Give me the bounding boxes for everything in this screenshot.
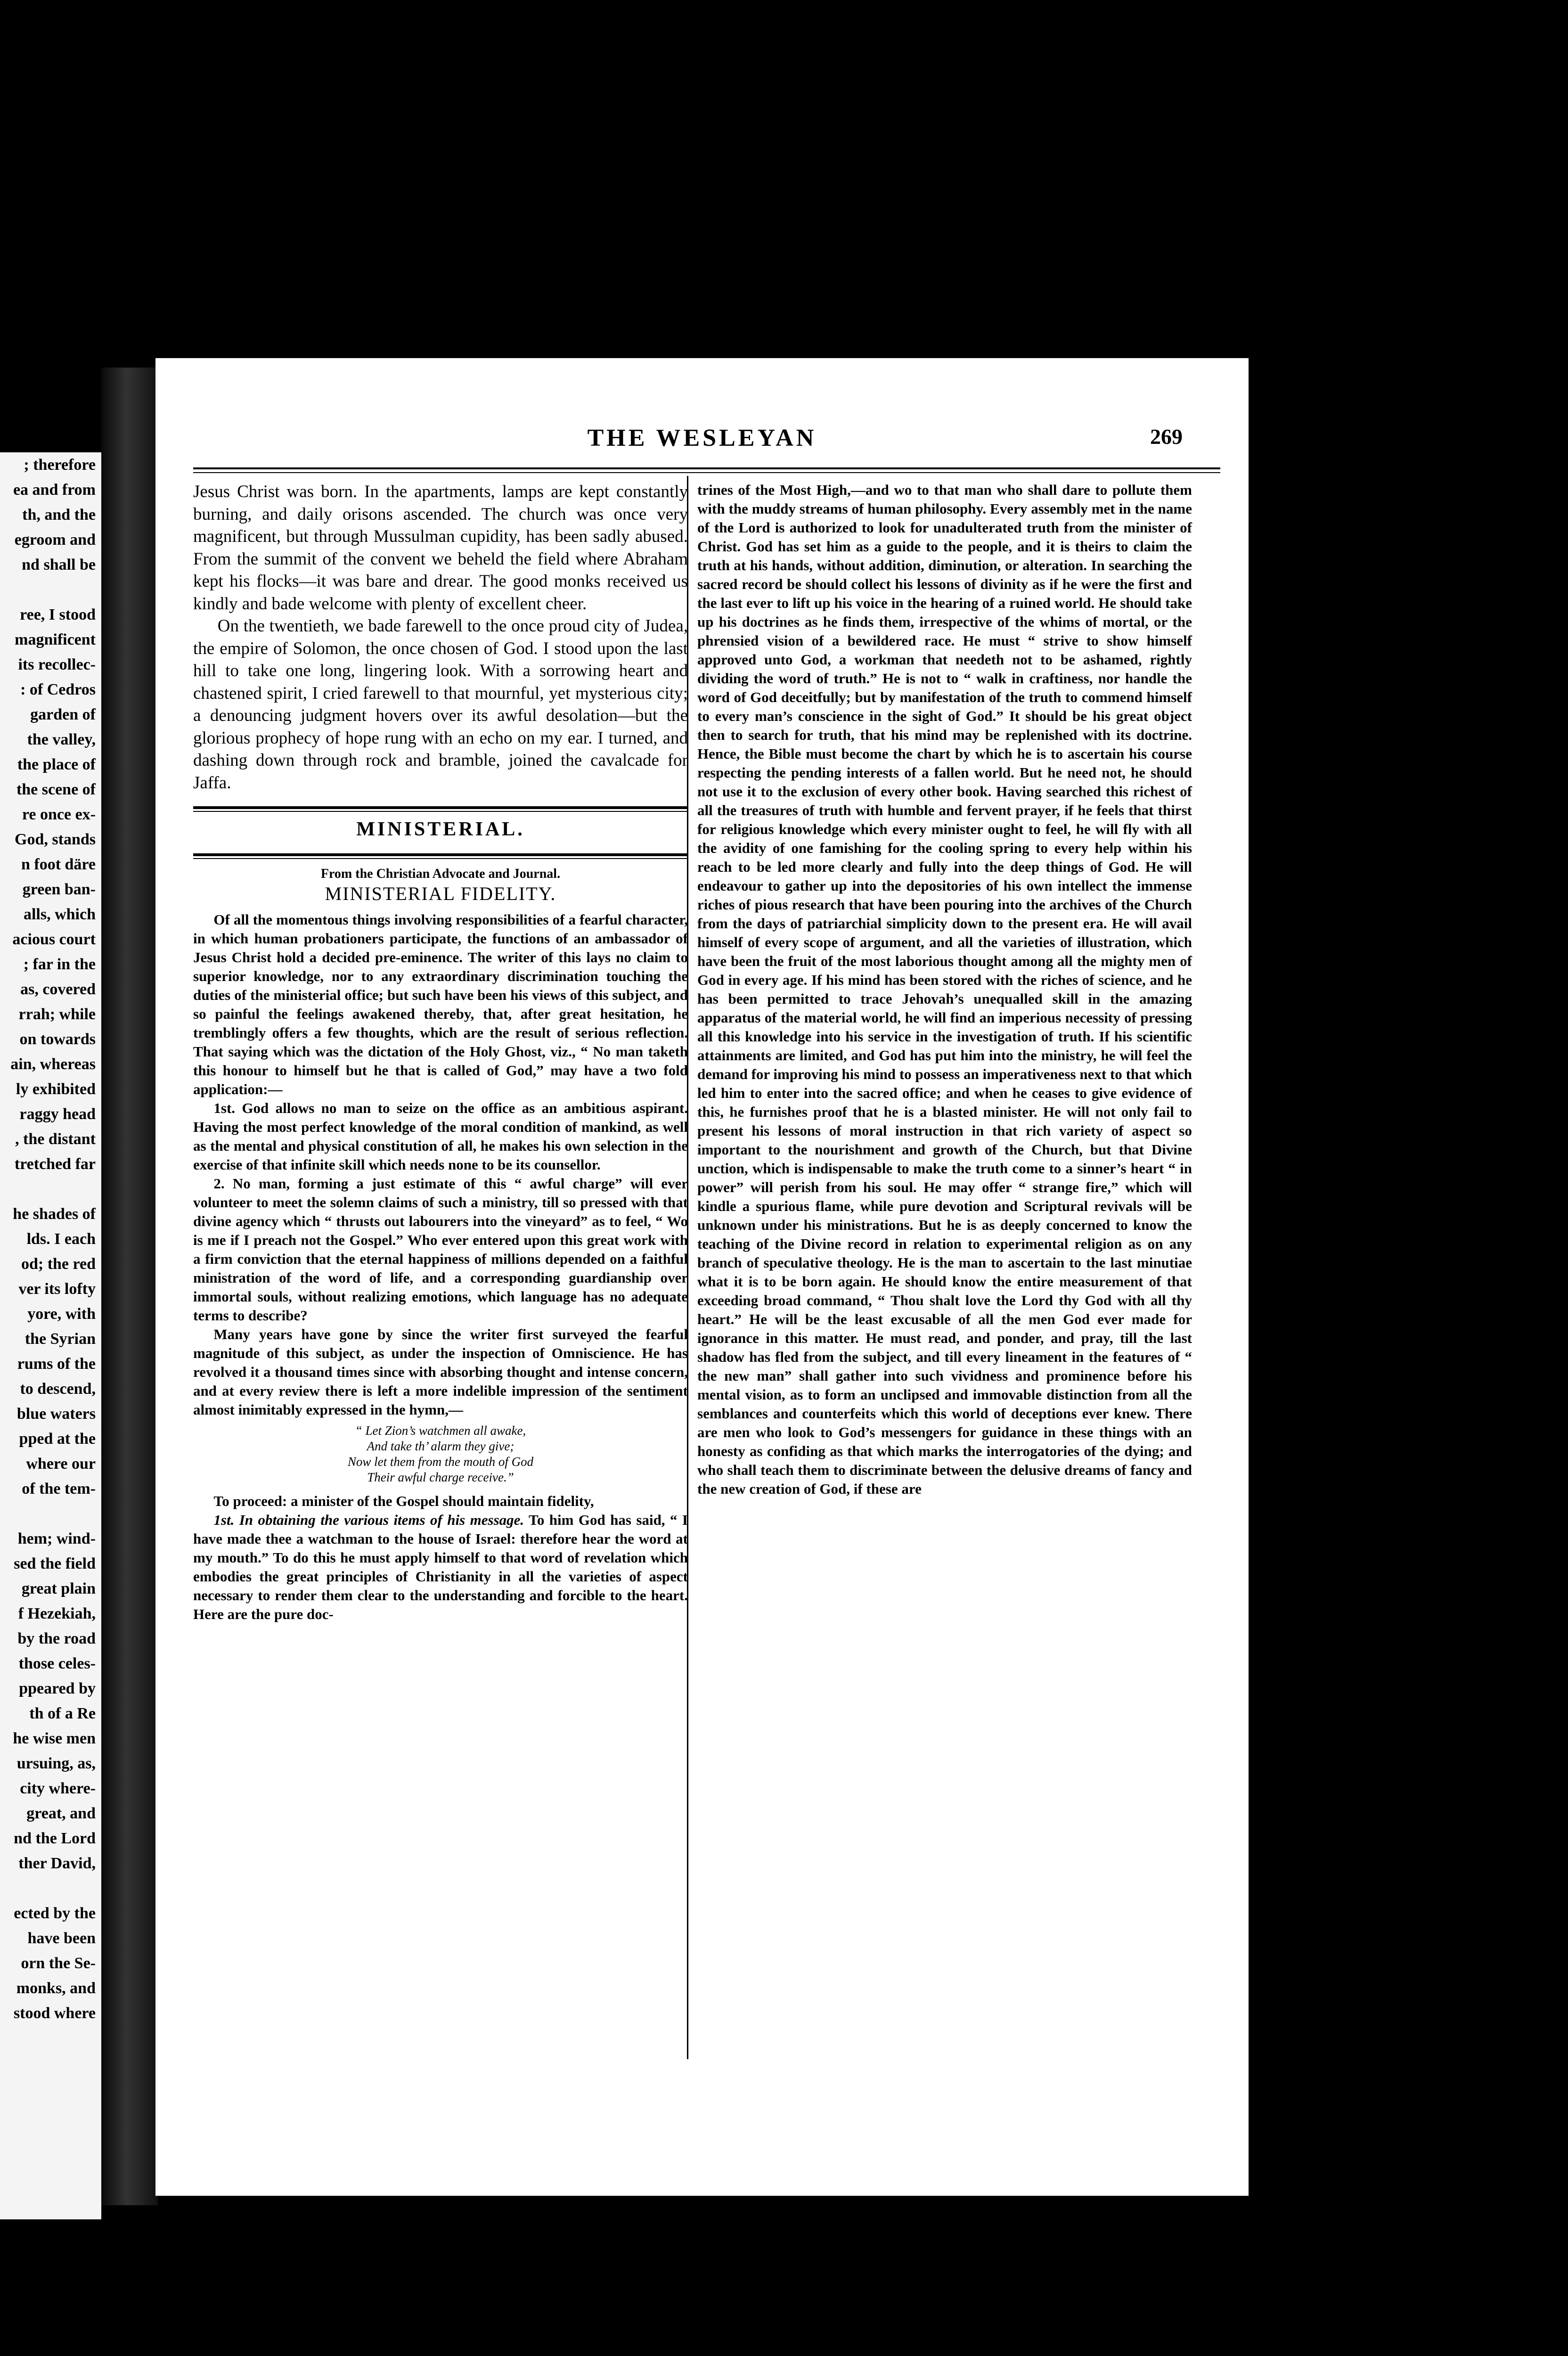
adjacent-page-line: God, stands (15, 831, 96, 848)
paragraph-body: To him God has said, “ I have made thee a watchman to the house of Israel: therefore hear the word at my mouth.” To do this he must apply himself to that word of revelation which embodies the great principles of Christianity in all the varieties of aspect necessary to render them clear to the understanding and forcible to the heart. Here are the pure doc- (193, 1512, 688, 1622)
adjacent-page-line: pped at the (19, 1430, 96, 1448)
running-title: THE WESLEYAN (587, 425, 817, 451)
article-paragraph-5: To proceed: a minister of the Gospel should maintain fidelity, (213, 1493, 594, 1509)
hymn-line: And take th’ alarm they give; (367, 1439, 514, 1453)
adjacent-page-line: he wise men (13, 1730, 96, 1747)
paragraph-lead: 1st. In obtaining the various items of his message. (213, 1512, 524, 1528)
adjacent-page-line: egroom and (14, 531, 96, 548)
adjacent-page-line: lds. I each (26, 1230, 96, 1248)
section-rule-bottom (193, 853, 688, 859)
travel-paragraph-2: On the twentieth, we bade farewell to the once proud city of Judea, the empire of Solomon, the once chosen of God. I stood upon the last hill to take one long, lingering look. With a sorrowing heart and chastened spirit, I cried farewell to that mournful, yet mysterious city; a denouncing judgment hovers over its awful desolation—but the glorious prophecy of hope rung with an echo on my ear. I turned, and dashing down through rock and bramble, joined the cavalcade for Jaffa. (193, 616, 688, 793)
adjacent-page-line: of the tem- (22, 1480, 96, 1497)
adjacent-page-line: city where- (20, 1780, 96, 1797)
adjacent-page-line: acious court (12, 931, 96, 948)
article-paragraph-6 (193, 1511, 688, 1624)
adjacent-page-line: ea and from (13, 481, 96, 499)
adjacent-page-line (0, 1177, 101, 1202)
adjacent-page-line: its recollec- (18, 656, 96, 673)
adjacent-page-line: great, and (26, 1805, 96, 1822)
adjacent-page-line: the place of (17, 756, 96, 773)
book-gutter (101, 368, 158, 2205)
article-paragraph-continued: trines of the Most High,—and wo to that man who shall dare to pollute them with the muddy streams of human philosophy. Every assembly met in the name of the Lord is authorized to look for unadulterated truth from the minister of Christ. God has set him as a guide to the people, and it is theirs to claim the truth at his hands, without addition, diminution, or alteration. In searching the sacred record be should collect his lessons of divinity as if he were the first and the last ever to lift up his voice in the hearing of a ruined world. He should take up his doctrines as he finds them, irrespective of the whims of mortal, or the phrensied vision of a bewildered race. He must “ strive to show himself approved unto God, a workman that needeth not to be ashamed, rightly dividing the word of truth.” He is not to “ walk in craftiness, nor handle the word of God deceitfully; but by manifestation of the truth to commend himself to every man’s conscience in the sight of God.” It should be his great object then to search for truth, that his mind may be replenished with its doctrine. Hence, the Bible must become the chart by which he is to ascertain his course respecting the pending interests of a fallen world. But he need not, he should not use it to the exclusion of every other book. Having searched this richest of all the treasures of truth with humble and fervent prayer, if he feels that thirst for religious knowledge which every minister ought to feel, he will fly with all the avidity of one famishing for the cooling spring to every help within his reach to be led more clearly and fully into the deep things of God. He will endeavour to gather up into the depositories of his own intellect the immense riches of pious research that have been pouring into the archives of the Church from the days of patriarchial simplicity down to the present era. He will avail himself of every scope of argument, and all the varieties of illustration, which have been the fruit of the most laborious thought among all the mighty men of God in every age. If his mind has been stored with the riches of science, and he has been permitted to trace Jehovah’s unequalled skill in the amazing apparatus of the material world, he will find an imperious necessity of pressing all this knowledge into his service in the investigation of truth. If his scientific attainments are limited, and God has put him into the ministry, he will feel the demand for improving his mind to possess an imperativeness next to that which led him to enter into the sacred office; and when he ceases to give evidence of this, he furnishes proof that he is a blasted minister. He will not only fail to present his lessons of moral instruction in that rich variety of aspect so important to the nourishment and growth of the Church, but that Divine unction, which is indispensable to make the truth come to a sinner’s heart “ in power” will perish from his soul. He may offer “ strange fire,” which will kindle a spurious flame, while pure devotion and Scriptural revivals will be unknown under his ministrations. But he is as deeply concerned to know the teaching of the Divine record in relation to experimental religion as on any branch of speculative theology. He is the man to ascertain to the last minutiae what it is to be born again. He should know the entire measurement of that exceeding broad command, “ Thou shalt love the Lord thy God with all thy heart.” He will be the least excusable of all the men God ever made for ignorance in this matter. He must read, and ponder, and pray, till the last shadow has fled from the subject, and till every lineament in the features of “ the new man” shall gather into such vividness and prominence before his mental vision, as to form an unclipsed and immovable distinction from all the semblances and counterfeits which this world of deceptions ever knew. There are men who look to God’s messengers for guidance in these things with an honesty as confiding as that which marks the interrogatories of the dying; and who shall teach them to discriminate between the delusive dreams of fancy and the new creation of God, if these are (697, 482, 1192, 1497)
adjacent-page-line: ; therefore (24, 456, 96, 474)
adjacent-page-line: yore, with (27, 1305, 96, 1323)
adjacent-page-line: tretched far (14, 1155, 96, 1173)
hymn-line: Now let them from the mouth of God (347, 1455, 534, 1469)
adjacent-page-line: alls, which (23, 906, 96, 923)
article-paragraph-3: 2. No man, forming a just estimate of this “ awful charge” will ever volunteer to meet the solemn claims of such a ministry, till so pressed with that divine agency which “ thrusts out labourers into the vineyard” as to feel, “ Wo is me if I preach not the Gospel.” Who ever entered upon this great work with a firm conviction that the eternal happiness of millions depended on a faithful ministration of the word of life, and a corresponding guardianship over immortal souls, without realizing emotions, which language has no adequate terms to describe? (193, 1175, 688, 1324)
adjacent-page-line (0, 1501, 101, 1526)
adjacent-page-line: have been (27, 1930, 96, 1947)
adjacent-page-line: orn the Se- (21, 1955, 96, 1972)
adjacent-page-line: he shades of (13, 1205, 96, 1223)
adjacent-page-line: great plain (21, 1580, 96, 1597)
section-rule-top (193, 806, 688, 812)
adjacent-page-line: od; the red (21, 1255, 96, 1273)
article-paragraph-4: Many years have gone by since the writer first surveyed the fearful magnitude of this subject, as under the inspection of Omniscience. He has revolved it a thousand times since with absorbing thought and intense concern, and at every review there is left a more indelible impression of the sentiment almost inimitably expressed in the hymn,— (193, 1326, 688, 1418)
adjacent-page-line: f Hezekiah, (18, 1605, 96, 1622)
adjacent-page-line (0, 577, 101, 602)
adjacent-page-line: by the road (17, 1630, 96, 1647)
header-rule (193, 467, 1220, 473)
adjacent-page-line: sed the field (14, 1555, 96, 1572)
adjacent-page-line: re once ex- (22, 806, 96, 823)
adjacent-page-line: monks, and (16, 1980, 96, 1997)
adjacent-page-line: ; far in the (23, 956, 96, 973)
travel-paragraph-1: Jesus Christ was born. In the apartments, lamps are kept constantly burning, and daily orisons ascended. The church was once very magnificent, but through Mussulman cupidity, has been sadly abused. From the summit of the convent we beheld the field where Abraham kept his flocks—it was bare and drear. The good monks received us kindly and bade welcome with plenty of excellent cheer. (193, 482, 688, 614)
article-source: From the Christian Advocate and Journal. (320, 866, 561, 881)
hymn-quote (193, 1423, 688, 1485)
article-title: MINISTERIAL FIDELITY. (325, 883, 556, 904)
left-column (193, 481, 688, 1624)
adjacent-page-line: green ban- (22, 881, 96, 898)
adjacent-page-line: the Syrian (24, 1330, 96, 1348)
adjacent-page-line: those celes- (18, 1655, 96, 1672)
adjacent-page-line: ree, I stood (20, 606, 96, 623)
adjacent-page-line: as, covered (20, 981, 96, 998)
adjacent-page-line: garden of (30, 706, 96, 723)
adjacent-page-line (0, 1876, 101, 1901)
adjacent-page-line: ain, whereas (10, 1055, 96, 1073)
adjacent-page-line: blue waters (16, 1405, 96, 1423)
adjacent-page-line: the valley, (27, 731, 96, 748)
adjacent-page-line: rums of the (17, 1355, 96, 1373)
article-paragraph-2: 1st. God allows no man to seize on the office as an ambitious aspirant. Having the most perfect knowledge of the moral condition of mankind, as well as the mental and physical constitution of all, he makes his own selection in the exercise of that infinite skill which needs none to be its counsellor. (193, 1100, 688, 1173)
adjacent-page-line: ly exhibited (16, 1080, 96, 1098)
page-number: 269 (1150, 425, 1183, 449)
page (155, 358, 1249, 2196)
hymn-line: “ Let Zion’s watchmen all awake, (355, 1423, 526, 1438)
adjacent-page-line: hem; wind- (17, 1530, 96, 1547)
adjacent-page-line: : of Cedros (20, 681, 96, 698)
right-column (697, 481, 1192, 1498)
adjacent-page-line: on towards (19, 1031, 96, 1048)
adjacent-page-line: to descend, (20, 1380, 96, 1398)
adjacent-page-line: n foot däre (21, 856, 96, 873)
adjacent-page-line: nd the Lord (14, 1830, 96, 1847)
adjacent-page-line: magnificent (15, 631, 96, 648)
adjacent-page-line: ppeared by (19, 1680, 96, 1697)
hymn-line: Their awful charge receive.” (367, 1470, 514, 1484)
section-heading: MINISTERIAL. (356, 818, 525, 840)
adjacent-page-line: the scene of (16, 781, 96, 798)
adjacent-page-line: ver its lofty (18, 1280, 96, 1298)
adjacent-page-line: ected by the (14, 1905, 96, 1922)
running-head (155, 424, 1249, 452)
adjacent-page-line: raggy head (19, 1105, 96, 1123)
adjacent-page-line: nd shall be (22, 556, 96, 573)
adjacent-page-fragment (0, 452, 101, 2219)
article-paragraph-1: Of all the momentous things involving responsibilities of a fearful character, in which human probationers participate, the functions of an ambassador of Jesus Christ hold a decided pre-eminence. The writer of this lays no claim to superior knowledge, nor to any extraordinary discrimination touching the duties of the ministerial office; but such have been his views of this subject, and so painful the feelings awakened thereby, that, after great hesitation, he tremblingly offers a few thoughts, which are the result of serious reflection. That saying which was the dictation of the Holy Ghost, viz., “ No man taketh this honour to himself but he that is called of God,” may have a two fold application:— (193, 911, 688, 1097)
adjacent-page-line: stood where (13, 2004, 96, 2022)
adjacent-page-line: rrah; while (18, 1006, 96, 1023)
adjacent-page-line: ursuing, as, (16, 1755, 96, 1772)
adjacent-page-line: th, and the (22, 506, 96, 524)
adjacent-page-line: th of a Re (29, 1705, 96, 1722)
adjacent-page-line: ther David, (18, 1855, 96, 1872)
adjacent-page-line: where our (26, 1455, 96, 1472)
adjacent-page-line: , the distant (15, 1130, 96, 1148)
